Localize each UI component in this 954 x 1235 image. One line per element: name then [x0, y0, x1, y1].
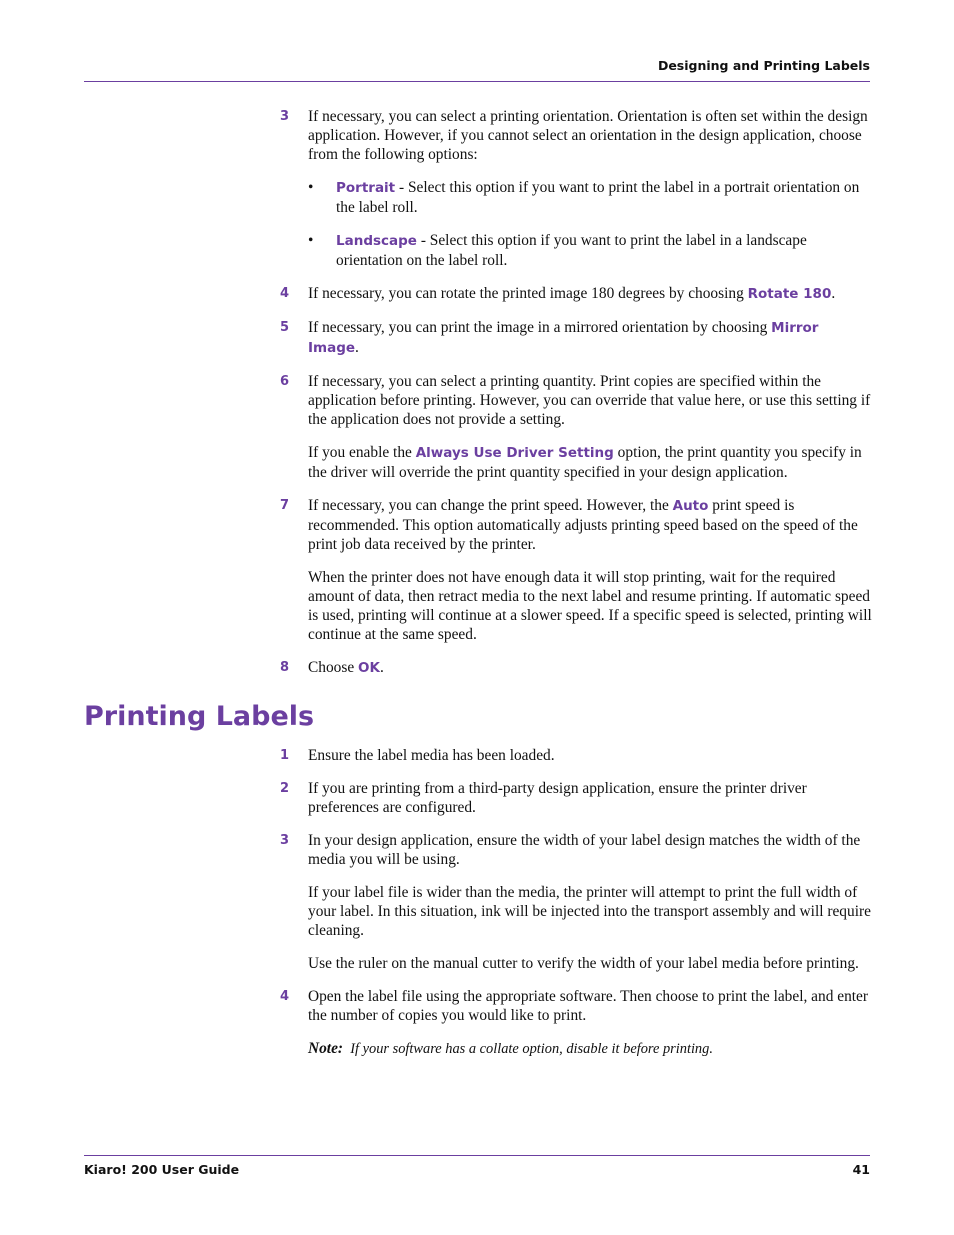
option-description: - Select this option if you want to print the label in a landscape orientation on the label roll.	[336, 232, 807, 269]
text-run: If necessary, you can print the image in a mirrored orientation by choosing	[308, 319, 772, 336]
step-text: Ensure the label media has been loaded.	[308, 747, 555, 764]
text-run: If necessary, you can change the print speed. However, the	[308, 497, 673, 514]
step-5-mirror	[280, 318, 872, 358]
text-run: option, the print quantity you specify in the driver will override the print quantity specified in your design application.	[308, 444, 862, 481]
step-text: If you are printing from a third-party design application, ensure the printer driver preferences are configured.	[308, 780, 807, 816]
option-term: Portrait	[336, 180, 396, 196]
step-4-rotate	[280, 284, 872, 304]
list-item-portrait	[308, 178, 872, 217]
step-8-ok	[280, 658, 872, 678]
text-run: If necessary, you can rotate the printed image 180 degrees by choosing	[308, 285, 748, 302]
orientation-options-list	[308, 178, 872, 270]
step-paragraph: Use the ruler on the manual cutter to verify the width of your label media before printing.	[308, 955, 859, 972]
option-term: Mirror Image	[308, 320, 819, 356]
list-item-landscape	[308, 231, 872, 270]
page-number: 41	[852, 1162, 870, 1177]
section-heading: Printing Labels	[84, 701, 315, 732]
step-number: 2	[280, 781, 290, 796]
step-paragraph	[308, 443, 872, 482]
step-number: 4	[280, 989, 290, 1004]
step-text	[308, 658, 872, 678]
step-text: Open the label file using the appropriate software. Then choose to print the label, and enter the number of copies you would like to print.	[308, 988, 868, 1024]
text-run: .	[355, 339, 359, 356]
option-term: Landscape	[336, 233, 417, 249]
text-run: .	[379, 659, 384, 676]
step-number: 6	[280, 374, 290, 389]
text-run: .	[831, 285, 836, 302]
text-run: Choose	[308, 659, 359, 676]
step-number: 8	[280, 660, 290, 675]
page-content	[0, 107, 954, 1073]
option-term: Always Use Driver Setting	[415, 445, 614, 461]
step-text	[308, 284, 872, 304]
step-paragraph: When the printer does not have enough data it will stop printing, wait for the required amount of data, then retract media to the next label and resume printing. If automatic speed is used, printing will continue at a slower speed. If a specific speed is selected, printing will continue at the same speed.	[308, 569, 872, 643]
option-term: Auto	[672, 498, 709, 514]
step-number: 3	[280, 109, 290, 124]
text-run: print speed is recommended. This option automatically adjusts printing speed based on the speed of the print job data received by the printer.	[308, 497, 858, 553]
running-header: Designing and Printing Labels	[657, 58, 870, 73]
footer-rule	[84, 1155, 870, 1156]
bullet-icon: •	[308, 232, 314, 249]
option-term: OK	[358, 660, 380, 676]
step-text: In your design application, ensure the width of your label design matches the width of the media you will be using.	[308, 832, 861, 868]
bullet-icon: •	[308, 179, 314, 196]
footer-guide-title: Kiaro! 200 User Guide	[84, 1162, 240, 1177]
step-number: 3	[280, 833, 290, 848]
step-number: 7	[280, 498, 290, 513]
step-paragraph: If your label file is wider than the media, the printer will attempt to print the full width of your label. In this situation, ink will be injected into the transport assembly and will require cleaning.	[308, 884, 871, 939]
text-run: If you enable the	[308, 444, 416, 461]
step-6-quantity	[280, 372, 872, 482]
step-number: 1	[280, 748, 290, 763]
printing-step-1	[280, 746, 872, 765]
option-description: - Select this option if you want to print the label in a portrait orientation on the label roll.	[336, 179, 860, 216]
option-term: Rotate 180	[747, 286, 832, 302]
printing-step-4	[280, 987, 872, 1059]
note-text: If your software has a collate option, disable it before printing.	[350, 1041, 713, 1057]
printing-step-2	[280, 779, 872, 817]
step-text: If necessary, you can select a printing quantity. Print copies are specified within the application before printing. However, you can override that value here, or use this setting if the application does not provide a setting.	[308, 373, 871, 428]
step-text: If necessary, you can select a printing orientation. Orientation is often set within the design application. However, if you cannot select an orientation in the design application, choose from the following options:	[308, 108, 868, 163]
step-number: 4	[280, 286, 290, 301]
note	[308, 1039, 872, 1059]
printing-step-3	[280, 831, 872, 973]
step-3-orientation	[280, 107, 872, 270]
header-rule	[84, 81, 870, 82]
step-7-speed	[280, 496, 872, 644]
step-text	[308, 318, 872, 358]
note-label: Note:	[308, 1040, 344, 1057]
step-text	[308, 496, 872, 554]
step-number: 5	[280, 320, 290, 335]
